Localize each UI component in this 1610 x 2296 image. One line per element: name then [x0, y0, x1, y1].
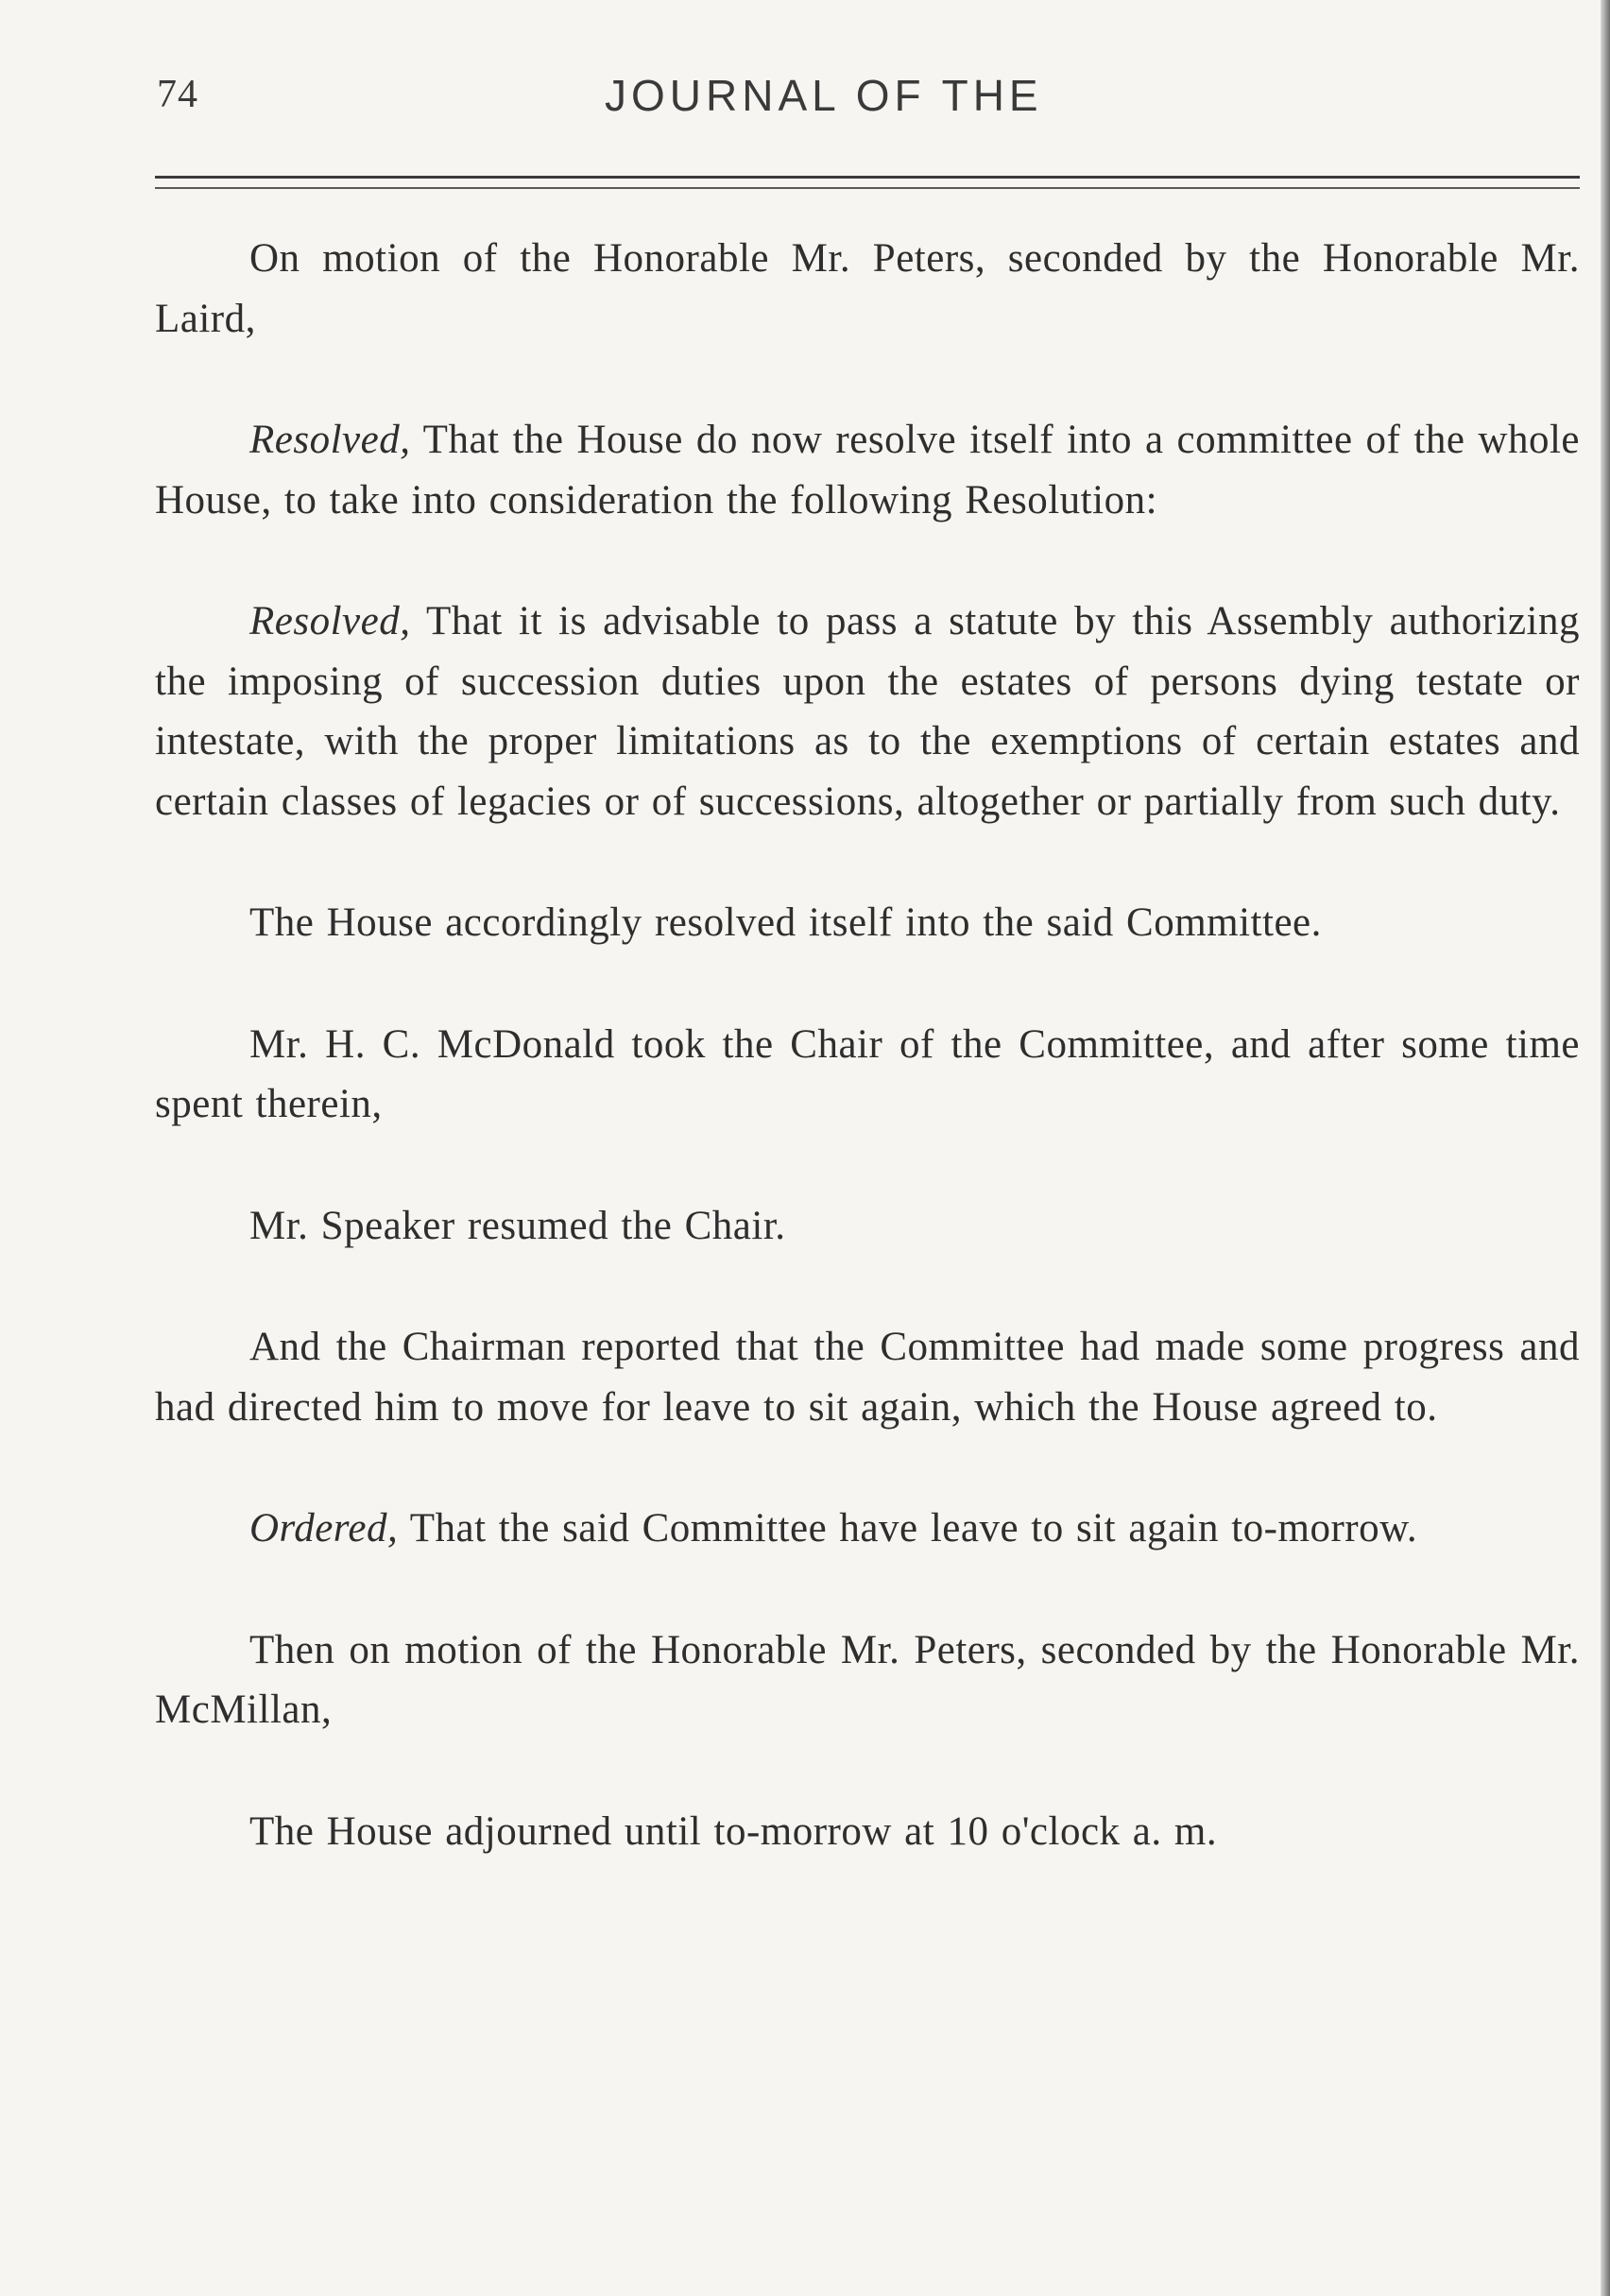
running-title: JOURNAL OF THE — [605, 71, 1043, 120]
paragraph-resolution-committee — [155, 410, 1580, 530]
paragraph-ordered — [155, 1499, 1580, 1559]
paragraph-text: That the House do now resolve itself into a committee of the whole House, to take into consideration the following Resolution: — [155, 418, 1580, 523]
paragraph-house-resolved — [155, 893, 1580, 953]
paragraph-lead: Resolved, — [249, 599, 411, 643]
journal-body — [155, 229, 1580, 1861]
paragraph-motion — [155, 229, 1580, 349]
paragraph-text: On motion of the Honorable Mr. Peters, seconded by the Honorable Mr. Laird, — [155, 236, 1580, 341]
page-binding-edge — [1601, 0, 1610, 2296]
paragraph-chair-taken — [155, 1015, 1580, 1135]
paragraph-text: That the said Committee have leave to sit again to-morrow. — [398, 1506, 1418, 1551]
paragraph-text: The House adjourned until to-morrow at 10 o'clock a. m. — [249, 1808, 1218, 1854]
paragraph-resolution-succession-duties — [155, 591, 1580, 831]
paragraph-adjournment-motion — [155, 1620, 1580, 1740]
paragraph-text: And the Chairman reported that the Committee had made some progress and had directed him to move for leave to sit again, which the House agreed to. — [155, 1325, 1580, 1430]
paragraph-lead: Ordered, — [249, 1506, 399, 1551]
header-rule-thin — [155, 187, 1580, 189]
paragraph-text: Mr. Speaker resumed the Chair. — [249, 1203, 786, 1248]
paragraph-text: That it is advisable to pass a statute by this Assembly authorizing the imposing of succession duties upon the estates of persons dying testate or intestate, with the proper limitations as to the exemptions of certain estates and certain classes of legacies or of successions, altogether or partially from such duty. — [155, 599, 1580, 824]
paragraph-text: Mr. H. C. McDonald took the Chair of the Committee, and after some time spent therein, — [155, 1021, 1580, 1126]
paragraph-text: The House accordingly resolved itself into the said Committee. — [249, 900, 1322, 945]
paragraph-text: Then on motion of the Honorable Mr. Peters, seconded by the Honorable Mr. McMillan, — [155, 1627, 1580, 1732]
paragraph-adjourned — [155, 1802, 1580, 1862]
page-number: 74 — [157, 73, 198, 116]
header-rule-thick — [155, 176, 1580, 179]
paragraph-chairman-report — [155, 1317, 1580, 1437]
paragraph-speaker-resumed — [155, 1196, 1580, 1257]
paragraph-lead: Resolved, — [249, 418, 411, 462]
